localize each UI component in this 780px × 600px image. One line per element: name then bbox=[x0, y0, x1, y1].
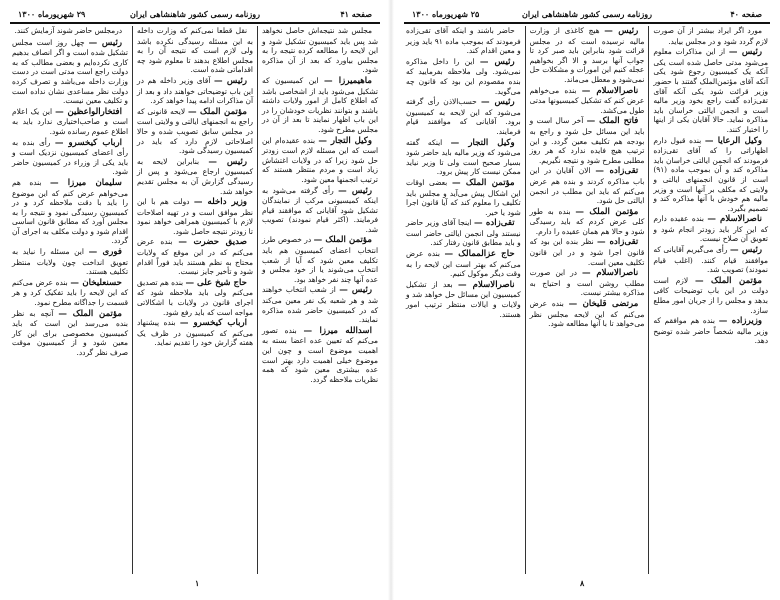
speech-text: لازم است دولت در این باب توضیحات کافی بدهد و مجلس را از جریان امور مطلع سازد. bbox=[653, 275, 768, 315]
speech-text: اینکه گفته می‌شود که وزیر مالیه باید حاضر شود بسیار صحیح است ولی تا وزیر نیاید ممکن نیست کار پیش برود. bbox=[405, 137, 521, 177]
speaker-name: رئیس — bbox=[338, 185, 372, 196]
paragraph bbox=[530, 26, 645, 85]
speech-text: بنده عرض می‌کنم که این لایحه را باید تفکیک کرد و هر قسمت را جداگانه مطرح نمود. bbox=[12, 277, 128, 308]
paragraph bbox=[530, 86, 645, 116]
speaker-name: وکیل التجار — bbox=[318, 135, 372, 146]
paragraph bbox=[406, 249, 521, 279]
speech-text: از این مذاکرات معلوم می‌شود مدتی حاصل شده است یکی آنکه یک کمیسیون رجوع شود یکی آنکه آقای مؤتمن‌الملک گفتند با حضور وزیر قرائت شود یکی آنکه آقای تقی‌زاده گفت راجع بخود وزیر مالیه است و انجمن ایالتی خراسان باید مذاکره نماید. حالا آقایان یکی از اینها را اختیار کنند. bbox=[653, 47, 768, 134]
paragraph bbox=[12, 26, 128, 37]
speaker-name: رئیس — bbox=[481, 97, 515, 108]
speech-text: در این صورت مطلب روشن است و احتیاج به مذاکره بیشتر نیست. bbox=[529, 268, 645, 298]
paragraph bbox=[12, 309, 128, 358]
right-page bbox=[394, 0, 778, 600]
speech-text: درمجلس حاضر شوند آزمایش کنند. bbox=[14, 26, 122, 35]
paragraph bbox=[262, 326, 378, 385]
paragraph bbox=[530, 116, 645, 165]
text-columns bbox=[8, 26, 382, 574]
text-column bbox=[257, 26, 382, 574]
speaker-name: تقی‌زاده — bbox=[595, 166, 639, 177]
text-columns bbox=[402, 26, 772, 574]
speech-text: مورد اگر ایراد بیشتر از آن صورت لازم گردد شود و در مجلس بیاید. bbox=[653, 26, 768, 46]
speech-text: دولت هم با این نظر موافق است و در تهیه اصلاحات لازم با کمیسیون همراهی خواهد نمود تا زودتر نتیجه حاصل شود. bbox=[137, 197, 253, 236]
speaker-name: اسدالله میرزا — bbox=[303, 325, 372, 336]
speaker-name: ناصرالاسلام — bbox=[581, 85, 639, 96]
speech-text: بنده عقیده دارم که این کار باید زودتر انجام شود و تعویق آن صلاح نیست. bbox=[653, 214, 768, 244]
speaker-name: افتخارالواعظین — bbox=[55, 106, 122, 117]
speech-text: نقل قطعا نمی‌کنم که وزارت داخله به این مسئله رسیدگی نکرده باشد ولی لازم است که نتیجه آن را به مجلس اطلاع بدهند تا معلوم شود چه اقداماتی شده است. bbox=[137, 26, 253, 75]
paragraph bbox=[137, 26, 253, 75]
speech-text: بنده عرض می‌کنم که این لایحه مجلس نظر می‌خواهد تا با آنها مطالعه شود. bbox=[529, 299, 645, 329]
paragraph bbox=[530, 299, 645, 329]
speaker-name: مؤتمن الملک — bbox=[58, 308, 122, 319]
page-number: صفحه ۴۱ bbox=[340, 9, 372, 19]
paragraph bbox=[262, 285, 378, 324]
footer-page-number: ۱ bbox=[195, 578, 200, 588]
speech-text: بنده قبول دارم اظهاراتی را که آقای تقی‌زاده فرمودند که انجمن ایالتی خراسان باید مذاکره کند و آن بموجب ماده (۹۱) است از قانون انجمنهای ایالتی و ولایتی که مکلف بر آنها است و وزیر مالیه هم خودش با آنها مذاکره کند و تصمیم بگیرد. bbox=[653, 135, 768, 213]
paragraph bbox=[653, 136, 768, 214]
paragraph bbox=[137, 237, 253, 276]
speech-text: بنده به طور کلی عرض کردم که باید رسیدگی شود و حالا هم همان عقیده را دارم. bbox=[529, 206, 645, 236]
page-header bbox=[404, 6, 770, 24]
paragraph bbox=[653, 214, 768, 244]
paragraph bbox=[653, 47, 768, 134]
speaker-name: رئیس — bbox=[88, 37, 122, 48]
speaker-name: رئیس — bbox=[339, 285, 372, 296]
paragraph bbox=[653, 245, 768, 275]
paragraph bbox=[137, 278, 253, 317]
speech-text: لایحه قانونی که راجع به انجمنهای ایالتی و ولایتی است در مجلس سابق تصویب شده و حالا اصلاحاتی لازم دارد که باید در کمیسیون رسیدگی شود. bbox=[137, 106, 253, 156]
footer-page-number: ۸ bbox=[580, 578, 585, 588]
speech-text: در خصوص طرز انتخاب اعضای کمیسیون هم باید تکلیف معین شود که آیا از شعب انتخاب می‌شوند یا از خود مجلس و عده آنها چند نفر خواهد بود. bbox=[262, 235, 378, 284]
newspaper-title: روزنامه رسمی کشور شاهنشاهی ایران bbox=[130, 9, 260, 19]
speaker-name: رئیس — bbox=[479, 56, 515, 67]
paragraph bbox=[137, 107, 253, 156]
text-column bbox=[132, 26, 257, 574]
speaker-name: ارباب کیخسرو — bbox=[54, 137, 122, 148]
text-column bbox=[525, 26, 649, 574]
speech-text: بنده پیشنهاد می‌کنم که کمیسیون در ظرف یک هفته گزارش خود را تقدیم نماید. bbox=[137, 318, 253, 348]
speaker-name: رئیس — bbox=[214, 75, 247, 86]
speaker-name: حسنعلیخان — bbox=[70, 277, 122, 288]
speaker-name: ناصرالاسلام — bbox=[582, 268, 639, 279]
speech-text: بعد از تشکیل کمیسیون این مسائل حل خواهد شد و ولایات و ایالات منتظر ترتیب امور هستند. bbox=[405, 279, 521, 319]
speaker-name: فاتح الملک — bbox=[586, 116, 639, 127]
page-number: صفحه ۴۰ bbox=[730, 9, 762, 19]
speech-text: هیچ کاغذی از وزارت مالیه نرسیده است که در مجلس قرائت شود بنابراین باید صبر کرد تا جواب آنها برسد و الا اگر بخواهیم عجله کنیم این امورات و مشکلات حل نمی‌شود و معطل می‌ماند. bbox=[529, 26, 645, 84]
speech-text: بنده عرض می‌کنم که بهتر است این لایحه را به وقت دیگر موکول کنیم. bbox=[405, 249, 521, 279]
speech-text: این یک اعلام است و صاحب‌اختیاری ندارد باید به اطلاع عموم رسانده شود. bbox=[12, 106, 128, 136]
speech-text: نظر بنده این بود که قانون اجرا شود و در این قانون تکلیف معین است. bbox=[529, 237, 645, 267]
paragraph bbox=[262, 235, 378, 284]
speaker-name: تقی‌زاده — bbox=[596, 237, 639, 248]
paragraph bbox=[406, 57, 521, 96]
speaker-name: مؤتمن الملک — bbox=[451, 177, 515, 188]
speech-text: بعضی اوقات این اشکال پیش می‌آید و مجلس باید تکلیف را معلوم کند که آیا قانون اجرا شود یا خیر. bbox=[405, 177, 521, 217]
speaker-name: مؤتمن الملک — bbox=[313, 235, 372, 246]
speaker-name: مؤتمن الملک — bbox=[575, 206, 639, 217]
speaker-name: سلیمان میرزا — bbox=[49, 177, 122, 188]
speech-text: بنده هم می‌خواهم عرض کنم که این موضوع را باید با دقت ملاحظه کرد و در کمیسیون رسیدگی نمود و نتیجه را به مجلس آورد که مطابق قانون اساسی اقدام شود و دولت مکلف به اجرای آن گردد. bbox=[12, 177, 128, 246]
speaker-name: رئیس — bbox=[208, 156, 247, 167]
speaker-name: وزیرزاده — bbox=[718, 316, 763, 327]
speech-text: رأی می‌گیریم آقایانی که موافقند قیام کنند. (اغلب قیام نمودند) تصویب شد. bbox=[653, 245, 768, 275]
page-header bbox=[10, 6, 380, 24]
paragraph bbox=[137, 197, 253, 236]
speech-text: بنابراین لایحه به کمیسیون ارجاع می‌شود و پس از رسیدگی گزارش آن به مجلس تقدیم خواهد شد. bbox=[137, 156, 253, 196]
paragraph bbox=[406, 280, 521, 319]
paragraph bbox=[137, 318, 253, 348]
speech-text: بنده هم موافقم که وزیر مالیه شخصاً حاضر شده توضیح دهد. bbox=[653, 316, 768, 346]
paragraph bbox=[12, 107, 128, 137]
speech-text: آخر سال است و باید این مسائل حل شود و راجع به بودجه هم تکلیف معین گردد. و این ترتیب هیچ فایده ندارد که هر روز مطلبی مطرح شود و نتیجه نگیریم. bbox=[529, 116, 645, 165]
speech-text: حاضر باشند و اینکه آقای تقی‌زاده فرمودند که بموجب ماده ۹۱ باید وزیر و معین اقدام کند. bbox=[405, 26, 521, 56]
paragraph bbox=[530, 237, 645, 267]
paragraph bbox=[530, 268, 645, 298]
speaker-name: ناصرالاسلام — bbox=[707, 214, 762, 225]
speaker-name: مرتضی قلیخان — bbox=[568, 299, 639, 310]
speaker-name: مؤتمن الملک — bbox=[187, 106, 247, 117]
speaker-name: حاج شیخ علی — bbox=[185, 277, 247, 288]
speaker-name: رئیس — bbox=[604, 26, 639, 36]
text-column bbox=[402, 26, 525, 574]
speaker-name: حاج عزالممالک — bbox=[444, 249, 515, 260]
issue-date: ۲۹ شهریورماه ۱۳۰۰ bbox=[18, 9, 86, 19]
speech-text: این کمیسیون که تشکیل می‌شود باید از اشخاصی باشد که اطلاع کامل از امور ولایات داشته باشند و بتوانند نظریات خودشان را در این باب اظهار نمایند تا بعد از آن در مجلس مطرح شود. bbox=[262, 75, 378, 134]
speech-text: چهل روز است مجلس تشکیل شده است و اگر انصاف بدهیم کاری نکرده‌ایم و بعضی مطالب که به دولت راجع است مدتی است در دست وزارت داخله می‌باشد و تصرف کرده دولت نظر مساعدی نشان نداده است و تکلیف معین نیست. bbox=[12, 37, 128, 106]
paragraph bbox=[406, 218, 521, 248]
issue-date: ۲۵ شهریورماه ۱۳۰۰ bbox=[412, 9, 480, 19]
paragraph bbox=[406, 97, 521, 136]
speech-text: الان آقایان در این باب مذاکره کردند و بنده هم عرض می‌کنم که باید این مطلب در انجمن ایالتی حل شود. bbox=[529, 166, 645, 206]
speech-text: این مسئله را نباید به تعویق انداخت چون ولایات منتظر تکلیف هستند. bbox=[12, 247, 128, 277]
speech-text: بنده می‌خواهم عرض کنم که تشکیل کمیسیونها مدتی طول می‌کشد. bbox=[529, 85, 645, 115]
speaker-name: وکیل التجار — bbox=[450, 137, 515, 148]
speaker-name: مؤتمن الملک — bbox=[694, 275, 762, 286]
paragraph bbox=[137, 76, 253, 106]
speaker-name: رئیس — bbox=[730, 245, 762, 256]
paragraph bbox=[137, 157, 253, 196]
paragraph bbox=[653, 276, 768, 315]
paragraph bbox=[653, 316, 768, 346]
paragraph bbox=[12, 247, 128, 277]
speech-text: رأی گرفته می‌شود به اینکه کمیسیونی مرکب از نمایندگان تشکیل شود آقایانی که موافقند قیام فرمایند. (اکثر قیام نمودند) تصویب شد. bbox=[262, 185, 378, 234]
paragraph bbox=[12, 278, 128, 308]
speaker-name: ارباب کیخسرو — bbox=[179, 318, 247, 329]
speaker-name: فوری — bbox=[88, 247, 122, 258]
speaker-name: وزیر داخله — bbox=[193, 197, 248, 208]
paragraph bbox=[406, 178, 521, 217]
paragraph bbox=[12, 38, 128, 106]
speech-text: آنچه به نظر بنده می‌رسد این است که باید کمیسیون مخصوصی برای این کار معین شود و از کمیسیون موقت صرف نظر گردد. bbox=[12, 308, 128, 357]
left-page bbox=[0, 0, 388, 600]
speaker-name: تقی‌زاده — bbox=[474, 218, 515, 229]
paragraph bbox=[12, 178, 128, 246]
speech-text: بنده هم تصدیق می‌کنم ولی باید ملاحظه شود که اجرای قانون در ولایات با اشکالاتی مواجه است که باید رفع شود. bbox=[136, 277, 253, 317]
speaker-name: ماهیمیرزا — bbox=[324, 75, 372, 86]
paragraph bbox=[406, 138, 521, 177]
speech-text: آقای وزیر داخله هم در این باب توضیحاتی خواهند داد و بعد از آن مذاکرات ادامه پیدا خواهد کرد. bbox=[137, 75, 253, 106]
speech-text: اینجا آقای وزیر حاضر نیستند ولی انجمن ایالتی حاضر است و باید مطابق قانون رفتار کند. bbox=[405, 218, 521, 248]
speech-text: از شعب انتخاب خواهند شد و هر شعبه یک نفر معین می‌کند که در کمیسیون حاضر شده مذاکره نمایند. bbox=[262, 285, 378, 325]
paragraph bbox=[262, 76, 378, 135]
paragraph bbox=[262, 136, 378, 185]
speaker-name: وکیل الرعایا — bbox=[704, 135, 762, 146]
paragraph bbox=[262, 186, 378, 235]
speech-text: بنده عرض می‌کنم که در این موقع که ولایات محتاج به نظم هستند باید فوراً اقدام شود و تأخیر جایز نیست. bbox=[137, 237, 253, 277]
speaker-name: ناصرالاسلام — bbox=[457, 279, 515, 290]
paragraph bbox=[406, 26, 521, 56]
speech-text: این را داخل مذاکره نمی‌شود. ولی ملاحظه بفرمایید که بنده مقصودم این بود که قانون چه می‌گوید. bbox=[405, 56, 521, 96]
speech-text: حسب‌الاذن رأی گرفته می‌شود که این لایحه به کمیسیون برود. آقایانی که موافقند قیام فرمایند. bbox=[405, 97, 521, 136]
speech-text: بنده تصور می‌کنم که تعیین عده اعضا بسته به اهمیت موضوع است و چون این موضوع خیلی اهمیت دارد بهتر است عده بیشتری معین شود که همه نظریات ملاحظه گردد. bbox=[262, 325, 378, 384]
speech-text: رأی بنده به رأی اعضای کمیسیون نزدیک است و باید یکی از وزراء در کمیسیون حاضر شود. bbox=[12, 137, 128, 177]
speaker-name: صدیق حضرت — bbox=[178, 237, 247, 248]
speaker-name: رئیس — bbox=[728, 47, 762, 58]
newspaper-title: روزنامه رسمی کشور شاهنشاهی ایران bbox=[522, 9, 652, 19]
text-column bbox=[648, 26, 772, 574]
paragraph bbox=[262, 26, 378, 75]
paragraph bbox=[653, 26, 768, 46]
speech-text: مجلس شد نتیجه‌اش حاصل نخواهد شد پس باید کمیسیون تشکیل شود و این لایحه را مطالعه کرده نتیجه را به مجلس بیاورد که بعد از آن مذاکره شود. bbox=[262, 26, 378, 75]
paragraph bbox=[530, 166, 645, 205]
paragraph bbox=[12, 138, 128, 177]
paragraph bbox=[530, 207, 645, 237]
speech-text: بنده عقیده‌ام این است که این مسئله لازم است زودتر حل شود زیرا که در ولایات اغتشاش زیاد است و مردم منتظر هستند که ترتیب انجمنها معین شود. bbox=[262, 135, 378, 184]
text-column bbox=[8, 26, 132, 574]
